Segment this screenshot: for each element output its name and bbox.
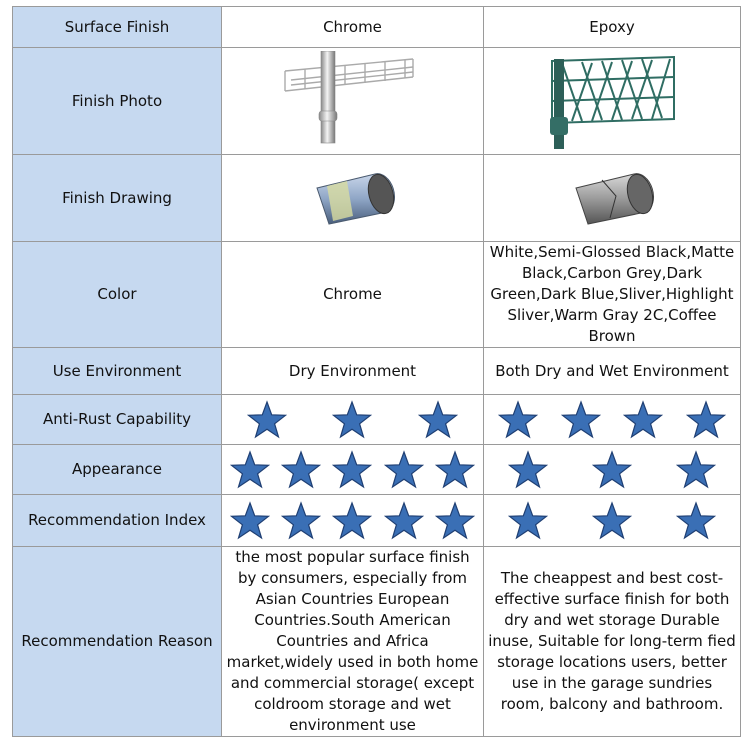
star-icon [384,501,424,541]
star-icon [435,450,475,490]
star-icon [384,450,424,490]
chrome-anti-rust-stars [222,395,484,445]
star-icon [332,450,372,490]
epoxy-recommendation-reason: The cheappest and best cost-effective surface finish for both dry and wet storage Durable inuse, Suitable for long-term fied storage locations users, better use in the garage sundries room, balcony and bathroom. [484,547,741,737]
use-environment-label: Use Environment [13,348,222,395]
star-icon [676,501,716,541]
chrome-color: Chrome [222,242,484,348]
use-environment-row [13,348,741,395]
recommendation-reason-label: Recommendation Reason [13,547,222,737]
epoxy-header: Epoxy [484,7,741,48]
appearance-label: Appearance [13,445,222,495]
star-icon [418,400,458,440]
epoxy-wire-shelf-image [542,51,682,151]
anti-rust-label: Anti-Rust Capability [13,395,222,445]
surface-finish-header: Surface Finish [13,7,222,48]
header-row [13,7,741,48]
chrome-pipe-drawing [307,166,399,230]
star-icon [230,501,270,541]
epoxy-color: White,Semi-Glossed Black,Matte Black,Carbon Grey,Dark Green,Dark Blue,Sliver,Highlight Sliver,Warm Gray 2C,Coffee Brown [484,242,741,348]
star-icon [508,501,548,541]
epoxy-anti-rust-stars [484,395,741,445]
chrome-appearance-stars [222,445,484,495]
star-icon [281,450,321,490]
recommendation-index-label: Recommendation Index [13,495,222,547]
epoxy-use-environment: Both Dry and Wet Environment [484,348,741,395]
star-icon [332,400,372,440]
chrome-drawing-cell [222,155,484,242]
finish-photo-label: Finish Photo [13,48,222,155]
epoxy-drawing-cell [484,155,741,242]
chrome-header: Chrome [222,7,484,48]
star-icon [281,501,321,541]
finish-photo-row [13,48,741,155]
epoxy-appearance-stars [484,445,741,495]
chrome-wire-shelf-image [283,51,423,151]
color-row [13,242,741,348]
recommendation-reason-row [13,547,741,737]
star-icon [561,400,601,440]
chrome-use-environment: Dry Environment [222,348,484,395]
finish-drawing-label: Finish Drawing [13,155,222,242]
star-icon [686,400,726,440]
star-icon [592,450,632,490]
star-icon [592,501,632,541]
star-icon [508,450,548,490]
chrome-recommendation-stars [222,495,484,547]
recommendation-index-row [13,495,741,547]
anti-rust-row [13,395,741,445]
star-icon [498,400,538,440]
epoxy-shelf-photo [484,48,741,155]
color-label: Color [13,242,222,348]
epoxy-pipe-drawing [566,166,658,230]
star-icon [332,501,372,541]
comparison-table [12,6,741,737]
star-icon [676,450,716,490]
star-icon [247,400,287,440]
epoxy-recommendation-stars [484,495,741,547]
star-icon [435,501,475,541]
star-icon [230,450,270,490]
chrome-shelf-photo [222,48,484,155]
appearance-row [13,445,741,495]
chrome-recommendation-reason: the most popular surface finish by consumers, especially from Asian Countries European Countries.South American Countries and Africa market,widely used in both home and commercial storage( except coldroom storage and wet environment use [222,547,484,737]
star-icon [623,400,663,440]
finish-drawing-row [13,155,741,242]
